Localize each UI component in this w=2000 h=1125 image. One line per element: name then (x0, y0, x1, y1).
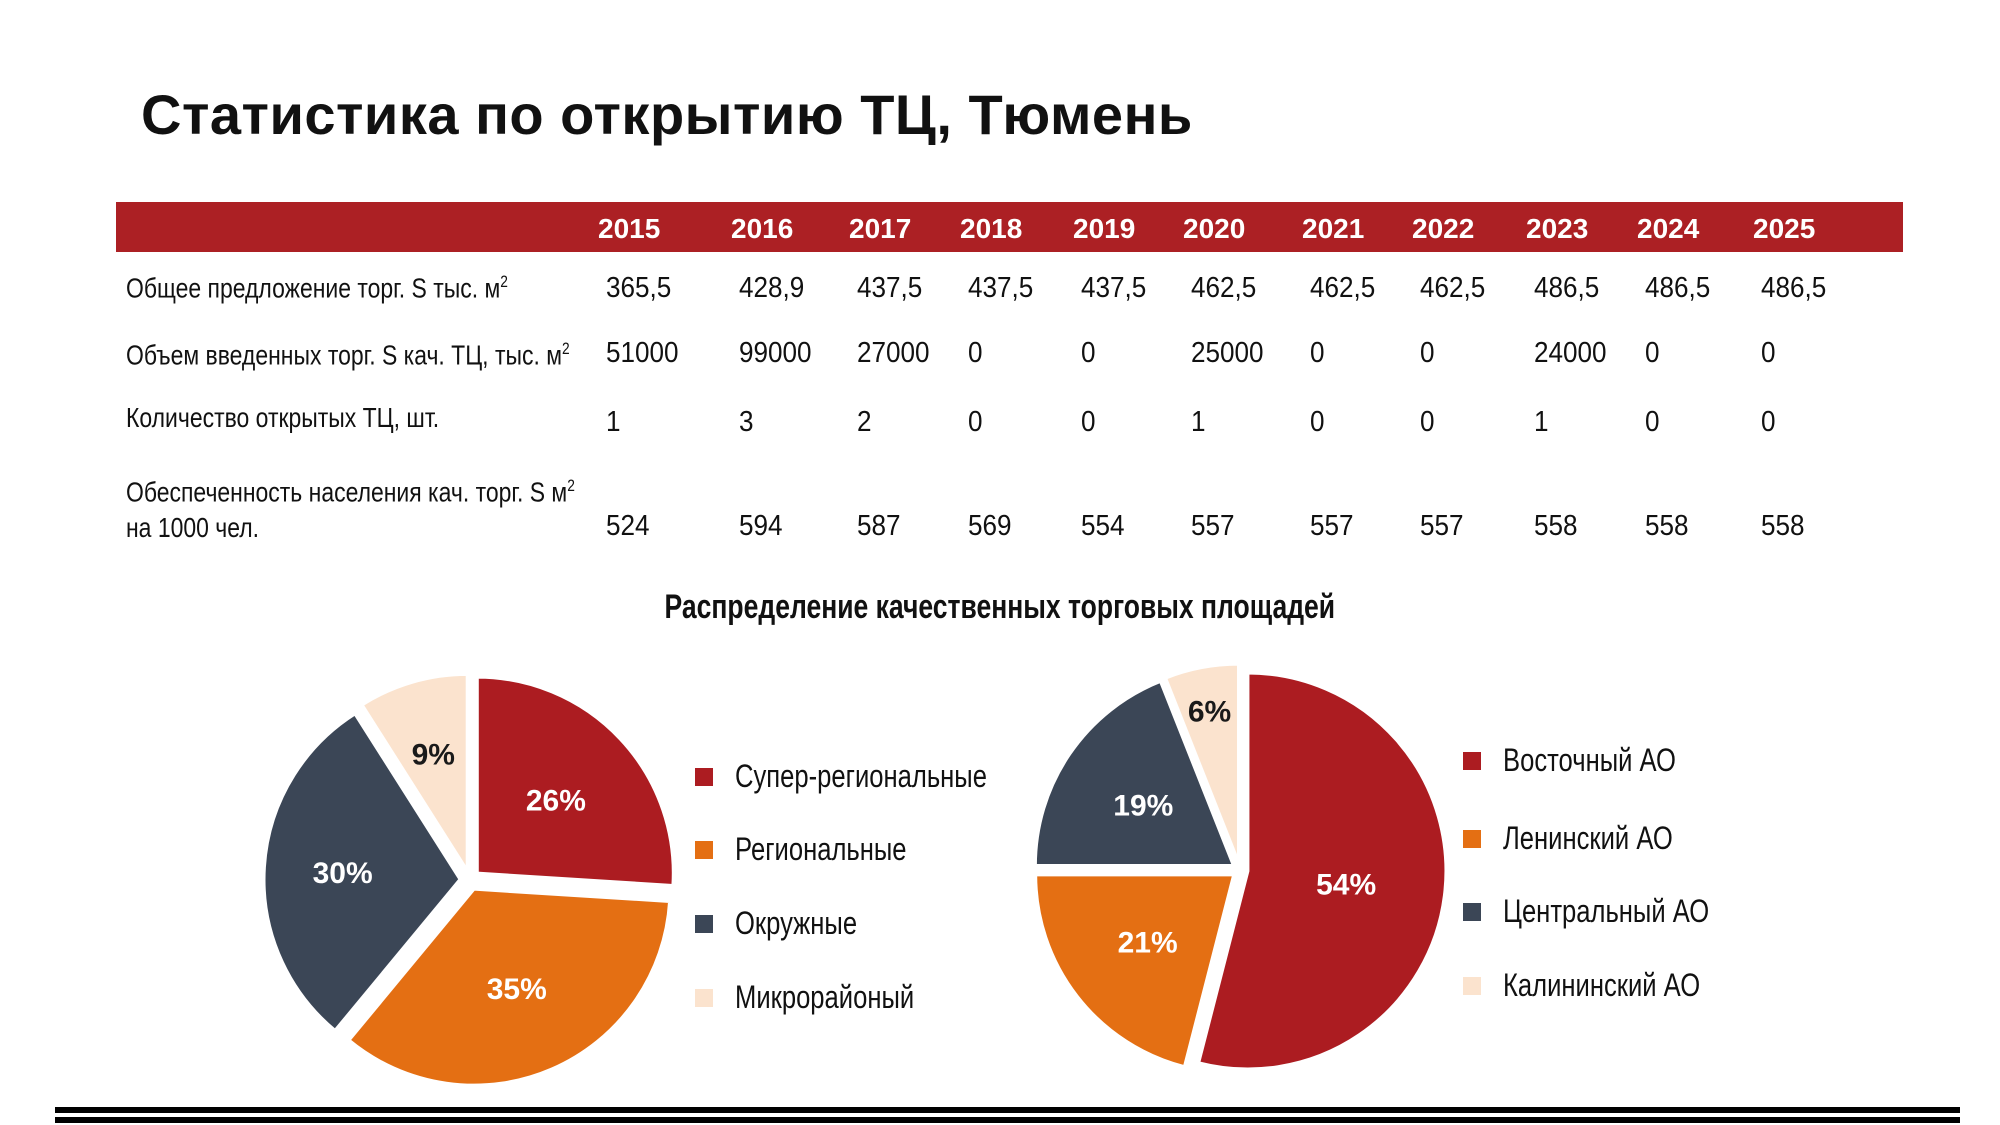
year-header-2015: 2015 (598, 213, 661, 244)
legend-swatch (695, 841, 713, 859)
legend-label: Региональные (735, 831, 907, 867)
legend-swatch (695, 768, 713, 786)
table-row (116, 390, 1903, 460)
legend-label: Калининский АО (1503, 967, 1701, 1003)
pie-data-label: 9% (411, 738, 455, 772)
table-cell: 25000 (1191, 337, 1264, 369)
pie-data-label: 19% (1113, 789, 1174, 823)
pie-data-label: 26% (525, 784, 586, 818)
pie-data-label: 6% (1187, 695, 1232, 729)
table-cell: 27000 (857, 337, 930, 369)
row-label: Объем введенных торг. S кач. ТЦ, тыс. $м^2$ (126, 339, 570, 371)
row-label: Обеспеченность населения кач. торг. S $м^2$ на 1000 чел. (126, 476, 575, 544)
legend-swatch (1463, 903, 1481, 921)
table-cell: 1 (606, 406, 621, 438)
year-header-2020: 2020 (1183, 213, 1246, 244)
table-cell: 524 (606, 510, 650, 542)
table-cell: 1 (1191, 406, 1206, 438)
table-cell: 486,5 (1761, 272, 1827, 304)
table-cell: 462,5 (1191, 272, 1257, 304)
legend-swatch (695, 915, 713, 933)
table-cell: 3 (739, 406, 754, 438)
legend-label: Центральный АО (1503, 893, 1710, 929)
year-header-2023: 2023 (1526, 213, 1589, 244)
table-row (116, 460, 1903, 560)
table-cell: 558 (1761, 510, 1805, 542)
chart-title (0, 588, 2000, 627)
table-cell: 1 (1534, 406, 1549, 438)
table-cell: 0 (1645, 406, 1660, 438)
year-header-2019: 2019 (1073, 213, 1136, 244)
page-title: Статистика по открытию ТЦ, Тюмень (141, 83, 1193, 146)
table-cell: 0 (1420, 337, 1435, 369)
table-cell: 2 (857, 406, 872, 438)
table-cell: 0 (1645, 337, 1660, 369)
pie-chart-mall-types (250, 660, 700, 1100)
table-cell: 462,5 (1420, 272, 1486, 304)
table-cell: 437,5 (1081, 272, 1147, 304)
table-cell: 557 (1420, 510, 1464, 542)
table-cell: 557 (1310, 510, 1354, 542)
table-cell: 486,5 (1645, 272, 1711, 304)
pie-data-label: 21% (1117, 926, 1178, 960)
year-header-2022: 2022 (1412, 213, 1475, 244)
table-cell: 569 (968, 510, 1012, 542)
year-header-2025: 2025 (1753, 213, 1816, 244)
stats-table (116, 202, 1903, 544)
table-cell: 0 (1420, 406, 1435, 438)
table-cell: 0 (1761, 406, 1776, 438)
table-cell: 51000 (606, 337, 679, 369)
year-header-2018: 2018 (960, 213, 1023, 244)
legend-label: Микрорайоный (735, 979, 915, 1015)
legend-label: Окружные (735, 905, 858, 941)
table-cell: 587 (857, 510, 901, 542)
legend-swatch (1463, 830, 1481, 848)
legend-swatch (1463, 977, 1481, 995)
pie-data-label: 30% (312, 856, 373, 890)
pie-slice (477, 677, 673, 885)
table-cell: 437,5 (968, 272, 1034, 304)
table-cell: 0 (1081, 337, 1096, 369)
table-cell: 558 (1534, 510, 1578, 542)
legend-swatch (695, 989, 713, 1007)
table-cell: 428,9 (739, 272, 805, 304)
table-cell: 554 (1081, 510, 1125, 542)
table-cell: 462,5 (1310, 272, 1376, 304)
chart-title-text: Распределение качественных торговых площадей (664, 588, 1336, 626)
table-cell: 558 (1645, 510, 1689, 542)
legend-label: Супер-региональные (735, 758, 987, 794)
row-label: Количество открытых ТЦ, шт. (126, 402, 440, 433)
table-header (116, 202, 1903, 252)
table-row (116, 321, 1903, 390)
pie-chart-districts (1020, 650, 1470, 1090)
legend-label: Ленинский АО (1503, 820, 1673, 856)
table-cell: 0 (1310, 406, 1325, 438)
table-cell: 0 (968, 337, 983, 369)
row-label: Общее предложение торг. S тыс. $м^2$ (126, 272, 508, 304)
table-cell: 0 (968, 406, 983, 438)
table-cell: 0 (1081, 406, 1096, 438)
table-cell: 557 (1191, 510, 1235, 542)
table-cell: 365,5 (606, 272, 672, 304)
table-cell: 24000 (1534, 337, 1607, 369)
legend-swatch (1463, 752, 1481, 770)
table-cell: 0 (1310, 337, 1325, 369)
year-header-2016: 2016 (731, 213, 794, 244)
pie-data-label: 35% (486, 973, 547, 1007)
table-cell: 0 (1761, 337, 1776, 369)
legend-label: Восточный АО (1503, 742, 1676, 778)
pie-data-label: 54% (1316, 868, 1377, 902)
table-row (116, 254, 1903, 321)
table-cell: 99000 (739, 337, 812, 369)
footer-line-bottom (55, 1117, 1960, 1123)
year-header-2017: 2017 (849, 213, 912, 244)
table-cell: 594 (739, 510, 783, 542)
footer-line-top (55, 1107, 1960, 1113)
year-header-2024: 2024 (1637, 213, 1700, 244)
table-cell: 437,5 (857, 272, 923, 304)
table-cell: 486,5 (1534, 272, 1600, 304)
year-header-2021: 2021 (1302, 213, 1365, 244)
